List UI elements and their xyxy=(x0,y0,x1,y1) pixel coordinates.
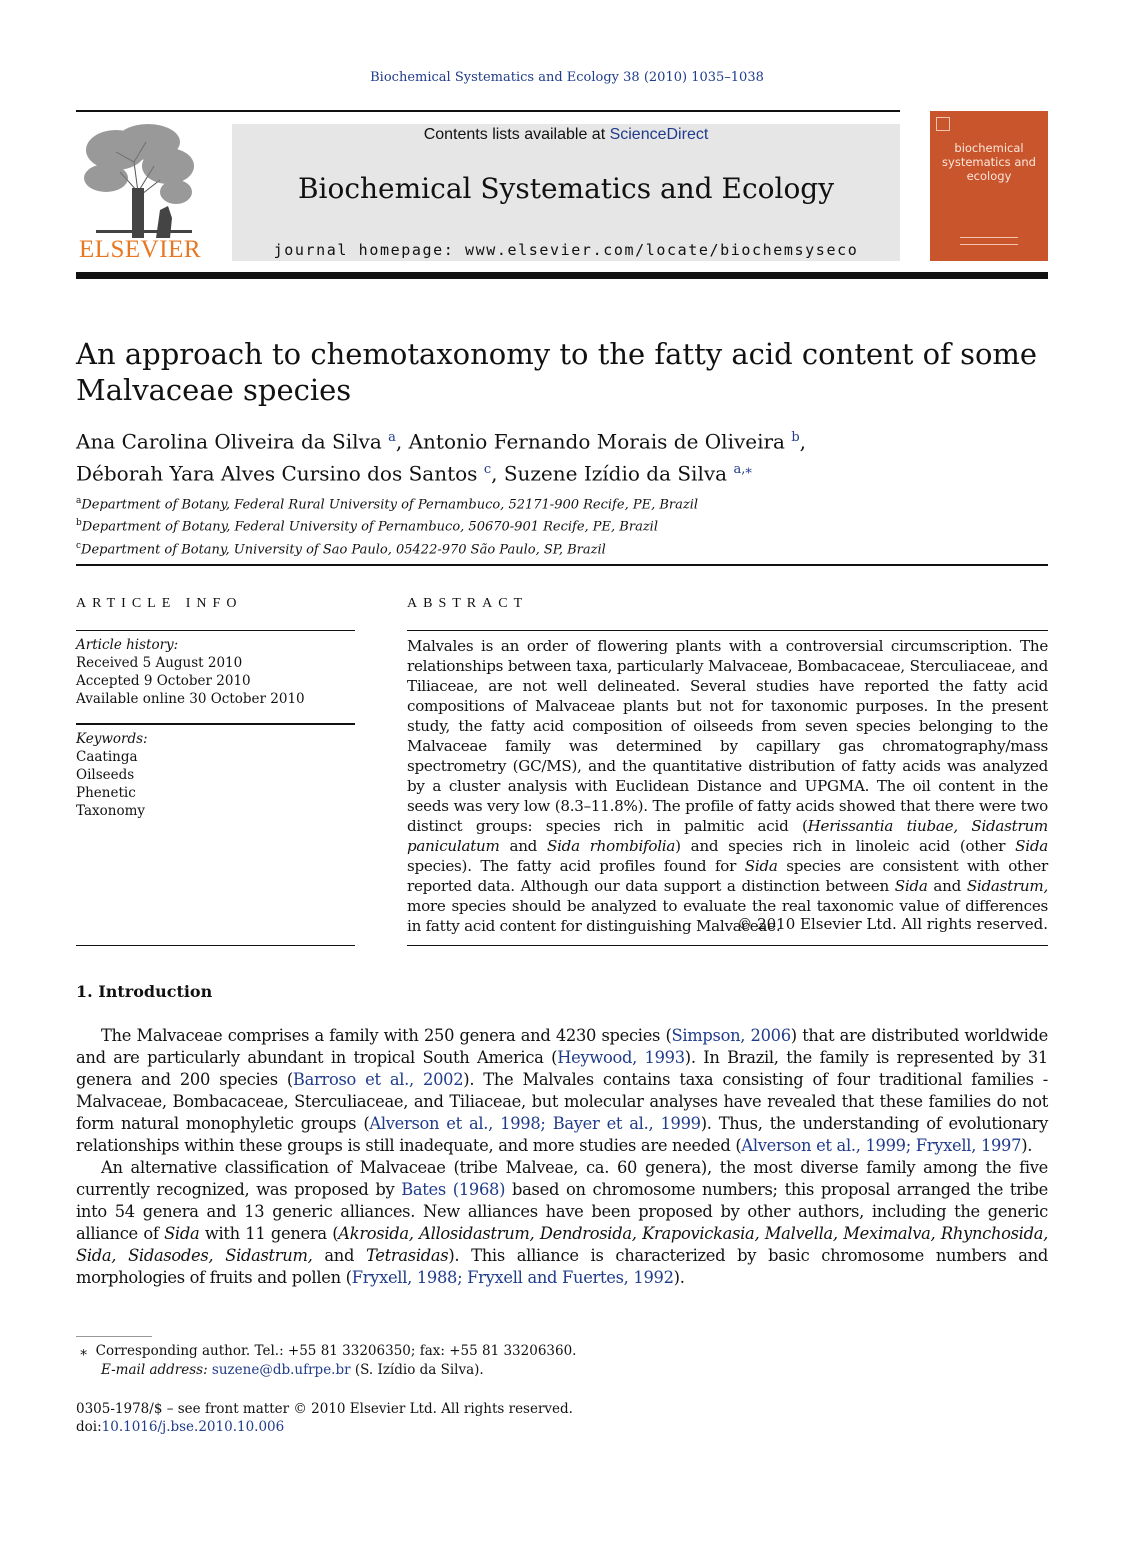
abstract-run: Malvales is an order of flowering plants with a controversial circumscription. The relationships between taxa, particularly Malvaceae, Bombacaceae, Sterculiaceae, and Tiliaceae, are not well delineated. Several studies have reported the fatty acid compositions of Malvaceae plants but not for taxonomic purposes. In the present study, the fatty acid composition of oilseeds from seven species belonging to the Malvaceae family was determined by capillary gas chromatography/mass spectrometry (GC/MS), and the quantitative distribution of fatty acids was analyzed by a cluster analysis with Euclidean Distance and UPGMA. The oil content in the seeds was very low (8.3–11.8%). The profile of fatty acids showed that there were two distinct groups: species rich in palmitic acid ( xyxy=(407,637,1048,835)
email-label: E-mail address: xyxy=(101,1362,208,1378)
citation-link[interactable]: Simpson, 2006 xyxy=(671,1026,791,1045)
cover-title: biochemical systematics and ecology xyxy=(942,141,1036,183)
corresponding-author-note xyxy=(76,1342,1048,1361)
citation-link[interactable]: Heywood, 1993 xyxy=(557,1048,685,1067)
author-1-affil[interactable]: a xyxy=(388,430,396,445)
affiliation-marker: a xyxy=(76,496,82,506)
footnote xyxy=(76,1342,1048,1380)
article-info-rule xyxy=(76,630,355,631)
species-name: Sida xyxy=(1015,837,1049,855)
text-run: ). In Brazil, the family is represented by 31 genera and 200 species ( xyxy=(76,1048,1048,1089)
abstract-rule xyxy=(407,630,1048,631)
abstract-run: and xyxy=(927,877,967,895)
text-run: An alternative classification of Malvaceae (tribe Malveae, ca. 60 genera), the most diverse family among the five currently recognized, was proposed by xyxy=(76,1158,1048,1199)
article-info-rule xyxy=(76,945,355,946)
affiliation-a xyxy=(76,492,1048,514)
article-history xyxy=(76,636,355,708)
affiliation-marker: b xyxy=(76,518,82,529)
abstract-run: species are consistent with other reported data. Although our data support a distinction between xyxy=(407,857,1048,895)
text-run: ) that are distributed worldwide and are particularly abundant in tropical South America ( xyxy=(76,1026,1048,1067)
keyword-item: Taxonomy xyxy=(76,803,145,819)
keywords-label: Keywords: xyxy=(76,731,148,747)
author-2: Antonio Fernando Morais de Oliveira xyxy=(408,429,785,454)
italic-run: Sida xyxy=(164,1224,200,1243)
footnote-marker: ⁎ xyxy=(80,1343,88,1359)
affiliation-c xyxy=(76,537,1048,559)
section-rule xyxy=(76,564,1048,566)
header-rule-top xyxy=(76,110,900,112)
doi-prefix: doi: xyxy=(76,1419,102,1435)
abstract-run: and xyxy=(499,837,547,855)
citation-link[interactable]: Alverson et al., 1998; Bayer et al., 1999 xyxy=(369,1114,701,1133)
author-4-affil[interactable]: a,⁎ xyxy=(733,461,752,477)
author-1: Ana Carolina Oliveira da Silva xyxy=(76,429,382,454)
author-sep: , xyxy=(395,429,409,454)
text-run: and xyxy=(312,1246,367,1265)
abstract-run: ) and species rich in linoleic acid (other xyxy=(675,837,1016,855)
species-name: Sidastrum, xyxy=(966,877,1048,895)
contents-prefix: Contents lists available at xyxy=(423,126,610,143)
species-name: Sida rhombifolia xyxy=(546,837,676,855)
abstract-text xyxy=(407,636,1048,936)
header-rule-bottom xyxy=(76,272,1048,279)
journal-title: Biochemical Systematics and Ecology xyxy=(297,172,835,205)
author-4: Suzene Izídio da Silva xyxy=(503,461,728,486)
citation-link[interactable]: Alverson et al., 1999; Fryxell, 1997 xyxy=(741,1136,1022,1155)
issn-line: 0305-1978/$ – see front matter © 2010 Elsevier Ltd. All rights reserved. xyxy=(76,1401,573,1417)
abstract-rule xyxy=(407,945,1048,946)
author-list xyxy=(76,424,1048,487)
sciencedirect-link[interactable]: ScienceDirect xyxy=(609,126,709,143)
article-info-heading: ARTICLE INFO xyxy=(76,596,243,611)
doi-line xyxy=(76,1418,1048,1436)
species-name: Sida xyxy=(744,857,778,875)
citation-link[interactable]: Barroso et al., 2002 xyxy=(292,1070,464,1089)
citation-link[interactable]: Fryxell, 1988; Fryxell and Fuertes, 1992 xyxy=(351,1268,674,1287)
abstract-run: more species should be analyzed to evaluate the real taxonomic value of differences in fatty acid content for distinguishing Malvaceae. xyxy=(407,897,1048,935)
affiliation-text: Department of Botany, Federal University of Pernambuco, 50670-901 Recife, PE, Brazil xyxy=(81,519,658,535)
affiliation-marker: c xyxy=(76,540,82,551)
elsevier-wordmark: ELSEVIER xyxy=(78,236,202,263)
author-2-affil[interactable]: b xyxy=(791,430,800,445)
citation-link[interactable]: Bates (1968) xyxy=(401,1180,506,1199)
abstract-run: species). The fatty acid profiles found for xyxy=(407,857,745,875)
italic-run: Akrosida, Allosidastrum, Dendrosida, Krapovickasia, Malvella, Meximalva, Rhynchosida, Sida, Sidasodes, Sidastrum, xyxy=(76,1224,1048,1265)
contents-line xyxy=(232,126,900,144)
species-name: Sida xyxy=(894,877,928,895)
history-received: Received 5 August 2010 xyxy=(76,655,243,671)
paragraph xyxy=(76,1157,1048,1289)
cover-footer-mark xyxy=(960,237,1018,245)
email-link[interactable]: suzene@db.ufrpe.br xyxy=(211,1362,351,1378)
journal-cover-thumbnail[interactable] xyxy=(930,111,1048,261)
cover-logo-icon xyxy=(936,117,950,131)
article-title: An approach to chemotaxonomy to the fatty acid content of some Malvaceae species xyxy=(76,337,1038,407)
affiliation-b xyxy=(76,514,1048,536)
affiliations xyxy=(76,492,1048,559)
corresponding-text: Corresponding author. Tel.: +55 81 33206350; fax: +55 81 33206360. xyxy=(95,1343,577,1359)
abstract-heading: ABSTRACT xyxy=(407,596,529,611)
text-run: ). The Malvales contains taxa consisting of four traditional families - Malvaceae, Bombacaceae, Sterculiaceae, and Tiliaceae, but molecular analyses have revealed that these families do not form natural monophyletic groups ( xyxy=(76,1070,1048,1133)
text-run: ). xyxy=(1021,1136,1033,1155)
article-info-rule xyxy=(76,723,355,725)
abstract-copyright: © 2010 Elsevier Ltd. All rights reserved. xyxy=(737,915,1048,933)
keyword-item: Oilseeds xyxy=(76,767,135,783)
species-name: Herissantia tiubae, Sidastrum paniculatum xyxy=(407,817,1048,855)
keyword-item: Caatinga xyxy=(76,749,138,765)
history-label: Article history: xyxy=(76,637,179,653)
history-online: Available online 30 October 2010 xyxy=(76,691,305,707)
text-run: ). This alliance is characterized by basic chromosome numbers and morphologies of fruits and pollen ( xyxy=(76,1246,1048,1287)
email-suffix: (S. Izídio da Silva). xyxy=(350,1362,484,1378)
elsevier-logo xyxy=(76,122,204,264)
author-3: Déborah Yara Alves Cursino dos Santos xyxy=(76,461,478,486)
introduction-body xyxy=(76,1025,1048,1289)
text-run: with 11 genera ( xyxy=(199,1224,339,1243)
text-run: The Malvaceae comprises a family with 250 genera and 4230 species ( xyxy=(101,1026,672,1045)
journal-homepage[interactable]: journal homepage: www.elsevier.com/locate/biochemsyseco xyxy=(273,241,859,259)
keywords xyxy=(76,730,355,820)
doi-link[interactable]: 10.1016/j.bse.2010.10.006 xyxy=(101,1419,285,1435)
tree-icon xyxy=(76,122,204,240)
author-sep: , xyxy=(799,429,807,454)
author-sep: , xyxy=(491,461,504,486)
keyword-item: Phenetic xyxy=(76,785,136,801)
affiliation-text: Department of Botany, University of Sao Paulo, 05422-970 São Paulo, SP, Brazil xyxy=(81,541,606,557)
history-accepted: Accepted 9 October 2010 xyxy=(76,673,251,689)
text-run: ). xyxy=(673,1268,685,1287)
italic-run: Tetrasidas xyxy=(366,1246,449,1265)
author-3-affil[interactable]: c xyxy=(483,461,492,477)
paragraph xyxy=(76,1025,1048,1157)
front-matter xyxy=(76,1400,1048,1436)
text-run: ). Thus, the understanding of evolutionary relationships within these groups is still inadequate, and more studies are needed ( xyxy=(76,1114,1049,1155)
affiliation-text: Department of Botany, Federal Rural University of Pernambuco, 52171-900 Recife, PE, Brazil xyxy=(81,497,699,513)
section-heading-introduction: 1. Introduction xyxy=(76,982,213,1001)
text-run: based on chromosome numbers; this proposal arranged the tribe into 54 genera and 13 generic alliances. New alliances have been proposed by other authors, including the generic alliance of xyxy=(76,1180,1048,1243)
journal-citation-link[interactable]: Biochemical Systematics and Ecology 38 (2010) 1035–1038 xyxy=(370,70,764,85)
email-note xyxy=(76,1361,1048,1380)
footnote-rule xyxy=(76,1336,152,1337)
journal-header-box xyxy=(232,124,900,261)
